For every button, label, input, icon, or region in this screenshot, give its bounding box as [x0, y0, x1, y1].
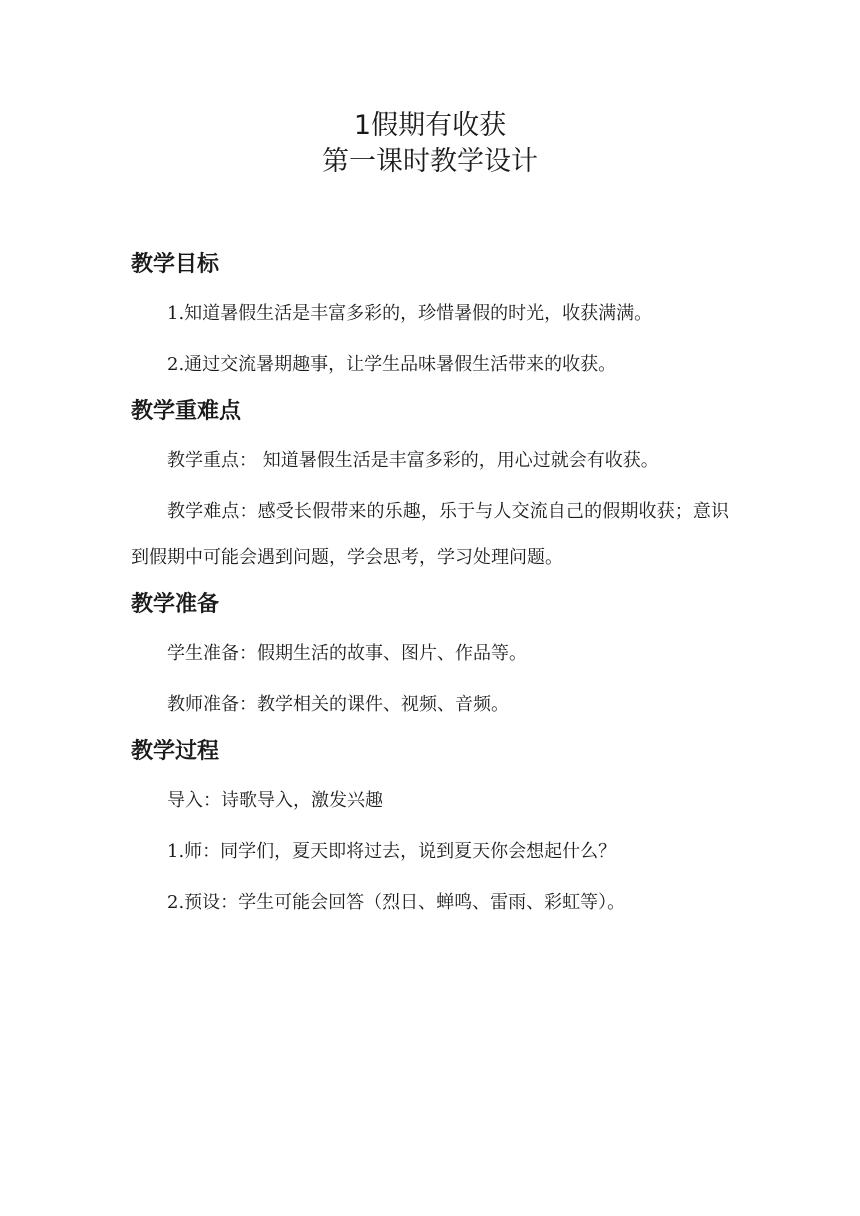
key-point-paragraph: 教学重点： 知道暑假生活是丰富多彩的，用心过就会有收获。	[167, 450, 659, 471]
section-heading-key-difficult-points: 教学重难点	[131, 399, 242, 424]
section-heading-preparation: 教学准备	[131, 592, 220, 617]
process-step-2: 2.预设：学生可能会回答（烈日、蝉鸣、雷雨、彩虹等）。	[167, 892, 626, 913]
document-body	[131, 250, 729, 926]
process-intro: 导入：诗歌导入，激发兴趣	[167, 790, 383, 811]
section-heading-teaching-process: 教学过程	[131, 739, 220, 764]
title-block	[0, 108, 860, 180]
student-preparation: 学生准备：假期生活的故事、图片、作品等。	[167, 643, 527, 664]
goal-item-2: 2.通过交流暑期趣事，让学生品味暑假生活带来的收获。	[167, 354, 617, 375]
document-title: 1假期有收获	[353, 110, 507, 141]
goal-item-1: 1.知道暑假生活是丰富多彩的，珍惜暑假的时光，收获满满。	[167, 303, 653, 324]
difficult-point-paragraph: 教学难点：感受长假带来的乐趣，乐于与人交流自己的假期收获；意识到假期中可能会遇到问题，学会思考，学习处理问题。	[131, 501, 729, 568]
process-step-1: 1.师：同学们，夏天即将过去，说到夏天你会想起什么？	[167, 841, 617, 862]
section-heading-teaching-goals: 教学目标	[131, 252, 220, 277]
teacher-preparation: 教师准备：教学相关的课件、视频、音频。	[167, 694, 509, 715]
document-subtitle: 第一课时教学设计	[322, 146, 538, 177]
